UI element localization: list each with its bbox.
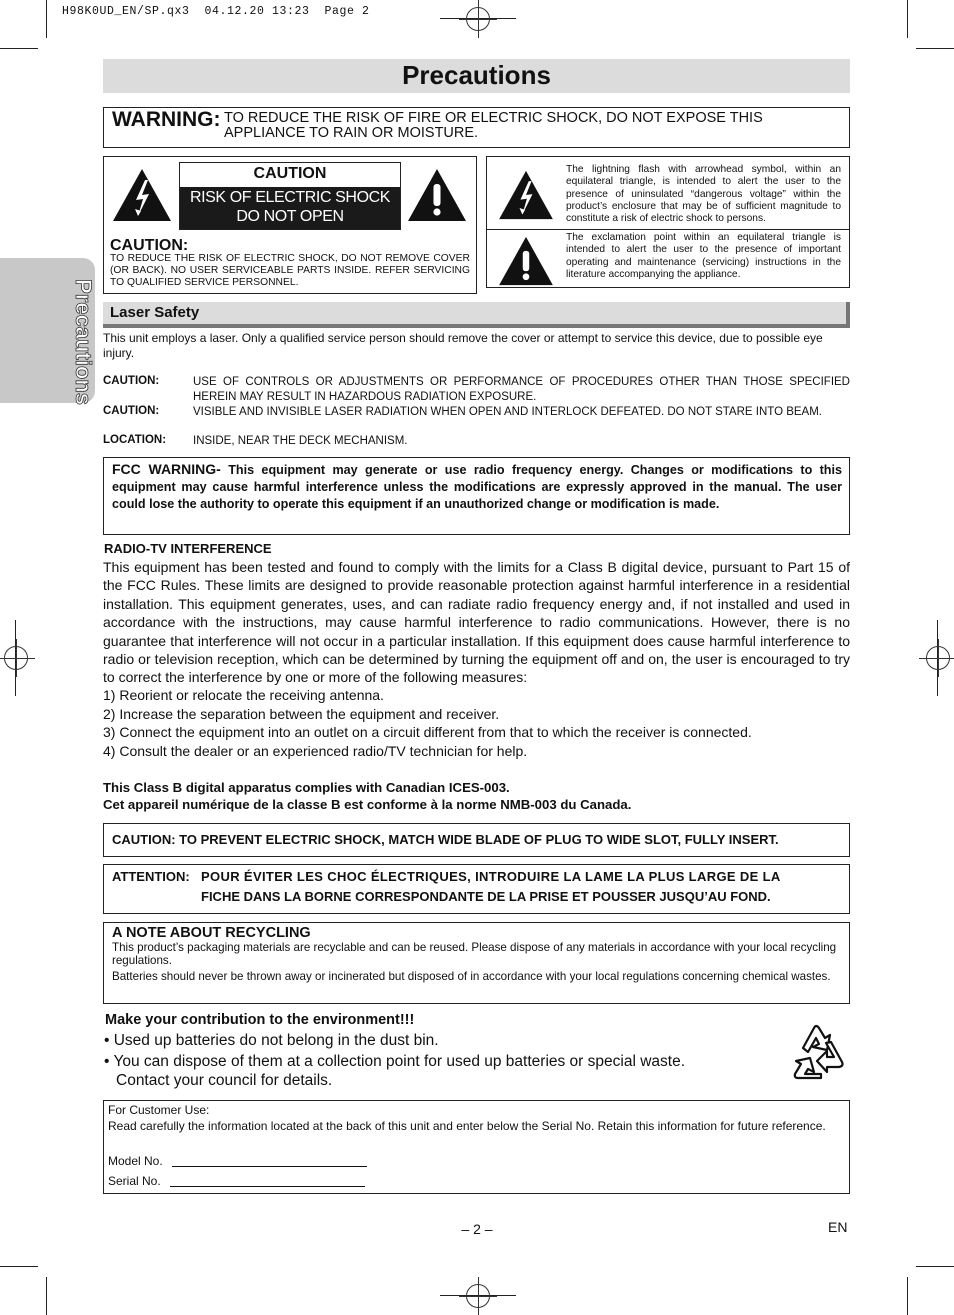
crop-mark xyxy=(907,1277,908,1315)
caution-box-title: CAUTION xyxy=(253,165,327,182)
recycling-p1: This product’s packaging materials are recyclable and can be reused. Please dispose of any materials in accordance with your local recycling regulations. xyxy=(112,941,837,967)
plug-caution-text: CAUTION: TO PREVENT ELECTRIC SHOCK, MATCH WIDE BLADE OF PLUG TO WIDE SLOT, FULLY INSERT. xyxy=(112,832,779,847)
caution-box-line2: DO NOT OPEN xyxy=(236,208,344,225)
recycling-p2: Batteries should never be thrown away or incinerated but disposed of in accordance with your local regulations concerning chemical wastes. xyxy=(112,970,831,983)
attention-label: ATTENTION: xyxy=(112,869,190,884)
crop-mark xyxy=(916,48,954,49)
laser-row-label: LOCATION: xyxy=(103,434,167,446)
laser-row-text: VISIBLE AND INVISIBLE LASER RADIATION WHEN OPEN AND INTERLOCK DEFEATED. DO NOT STARE INTO BEAM. xyxy=(193,406,823,418)
environment-bullet-cont: Contact your council for details. xyxy=(116,1072,333,1089)
laser-heading-bar xyxy=(103,302,850,328)
laser-intro: This unit employs a laser. Only a qualified service person should remove the cover or attempt to service this device, due to possible eye injury. xyxy=(103,331,823,360)
exclamation-warning-icon xyxy=(407,168,467,222)
canada-line1: This Class B digital apparatus complies with Canadian ICES-003. xyxy=(103,780,510,795)
fcc-label: FCC WARNING- xyxy=(112,461,221,477)
lightning-warning-icon xyxy=(112,168,172,222)
radio-tv-body: This equipment has been tested and found to comply with the limits for a Class B digital device, pursuant to Part 15 of the FCC Rules. These limits are designed to provide reasonable protection against harmful interference in a residential installation. This equipment generates, uses, and can radiate radio frequency energy and, if not installed and used in accordance with the instructions, may cause harmful interference to radio communications. However, there is no guarantee that interference will not occur in a particular installation. If this equipment does cause harmful interference to radio or television reception, which can be determined by turning the equipment off and on, the user is encouraged to try to correct the interference by one or more of the following measures: xyxy=(103,559,850,686)
warning-line2: APPLIANCE TO RAIN OR MOISTURE. xyxy=(224,125,479,141)
environment-bullet: • You can dispose of them at a collection point for used up batteries or special waste. xyxy=(104,1053,686,1070)
lightning-symbol-icon xyxy=(497,170,555,220)
crop-mark xyxy=(46,0,47,38)
laser-row-label: CAUTION: xyxy=(103,405,160,417)
laser-row-label: CAUTION: xyxy=(103,375,160,387)
customer-box xyxy=(103,1100,850,1194)
exclamation-symbol-icon xyxy=(497,236,555,286)
lightning-symbol-text: The lightning flash with arrowhead symbol, within an equilateral triangle, is intended to alert the user to the presence of uninsulated “dangerous voltage” within the product’s enclosure that may be of sufficient magnitude to constitute a risk of electric shock to persons. xyxy=(566,164,841,225)
caution-box-line1: RISK OF ELECTRIC SHOCK xyxy=(189,189,391,206)
model-number-field[interactable] xyxy=(172,1166,367,1167)
crop-mark xyxy=(916,1266,954,1267)
crop-mark xyxy=(0,48,38,49)
environment-heading: Make your contribution to the environment!!! xyxy=(105,1012,415,1028)
side-tab-label: Precautions xyxy=(71,279,96,405)
symbols-divider xyxy=(486,229,850,230)
language-code: EN xyxy=(828,1219,848,1235)
caution-heading: CAUTION: xyxy=(110,237,189,254)
measure-item: 4) Consult the dealer or an experienced radio/TV technician for help. xyxy=(103,743,528,759)
laser-row-text: USE OF CONTROLS OR ADJUSTMENTS OR PERFORMANCE OF PROCEDURES OTHER THAN THOSE SPECIFIED HEREIN MAY RESULT IN HAZARDOUS RADIATION EXPOSURE. xyxy=(193,376,850,403)
radio-tv-heading: RADIO-TV INTERFERENCE xyxy=(104,541,272,556)
serial-number-field[interactable] xyxy=(170,1186,365,1187)
crop-mark xyxy=(46,1277,47,1315)
attention-line2: FICHE DANS LA BORNE CORRESPONDANTE DE LA PRISE ET POUSSER JUSQU’AU FOND. xyxy=(201,889,771,904)
registration-mark xyxy=(926,646,950,670)
measure-item: 2) Increase the separation between the equipment and receiver. xyxy=(103,706,500,722)
laser-row-text: INSIDE, NEAR THE DECK MECHANISM. xyxy=(193,435,408,447)
canada-line2: Cet appareil numérique de la classe B est conforme à la norme NMB-003 du Canada. xyxy=(103,797,632,812)
warning-label: WARNING: xyxy=(112,108,221,131)
fcc-text: This equipment may generate or use radio frequency energy. Changes or modifications to this equipment may cause harmful interference unless the modifications are expressly approved in the manual. The user could lose the authority to operate this equipment if an unauthorized change or modification is made. xyxy=(112,463,843,511)
recycle-icon xyxy=(781,1020,851,1093)
attention-line1: POUR ÉVITER LES CHOC ÉLECTRIQUES, INTRODUIRE LA LAME LA PLUS LARGE DE LA xyxy=(201,869,781,884)
header-slug: H98K0UD_EN/SP.qx3 04.12.20 13:23 Page 2 xyxy=(62,5,370,18)
crop-mark xyxy=(0,1266,38,1267)
environment-bullet: • Used up batteries do not belong in the dust bin. xyxy=(104,1032,439,1049)
exclamation-symbol-text: The exclamation point within an equilateral triangle is intended to alert the user to the presence of important operating and maintenance (servicing) instructions in the literature accompanying the appliance. xyxy=(566,232,841,280)
page-title: Precautions xyxy=(402,60,551,90)
model-label: Model No. xyxy=(108,1154,163,1168)
customer-text: Read carefully the information located at the back of this unit and enter below the Serial No. Retain this information for future reference. xyxy=(108,1119,826,1133)
measure-item: 3) Connect the equipment into an outlet on a circuit different from that to which the receiver is connected. xyxy=(103,724,752,740)
laser-heading: Laser Safety xyxy=(110,304,200,321)
recycling-heading: A NOTE ABOUT RECYCLING xyxy=(112,925,311,941)
crop-mark xyxy=(907,0,908,38)
registration-mark xyxy=(466,7,490,31)
fcc-text-block xyxy=(112,461,842,513)
caution-text: TO REDUCE THE RISK OF ELECTRIC SHOCK, DO NOT REMOVE COVER (OR BACK). NO USER SERVICEABLE PARTS INSIDE. REFER SERVICING TO QUALIFIED SERVICE PERSONNEL. xyxy=(110,253,470,288)
registration-mark xyxy=(466,1284,490,1308)
warning-line1: TO REDUCE THE RISK OF FIRE OR ELECTRIC SHOCK, DO NOT EXPOSE THIS xyxy=(224,110,763,126)
customer-title: For Customer Use: xyxy=(108,1103,210,1117)
measure-item: 1) Reorient or relocate the receiving antenna. xyxy=(103,687,384,703)
serial-label: Serial No. xyxy=(108,1174,161,1188)
page-number: – 2 – xyxy=(461,1221,493,1237)
registration-mark xyxy=(4,646,28,670)
